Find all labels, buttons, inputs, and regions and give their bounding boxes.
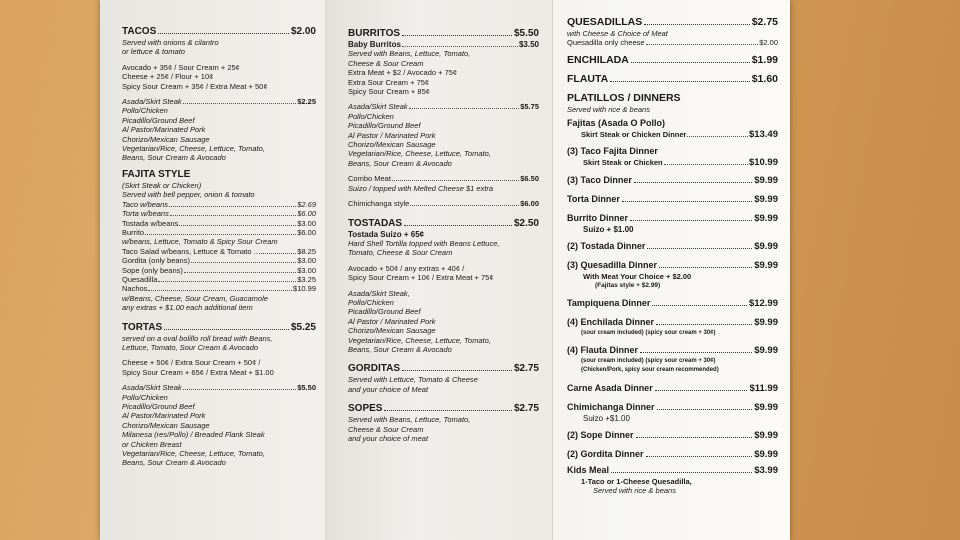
menu-item-name: Chimichanga Dinner <box>567 401 655 412</box>
menu-item-price: $12.99 <box>748 297 778 309</box>
menu-item-name: Quesadilla <box>122 274 158 284</box>
menu-item-name: Asada/Skirt Steak <box>122 97 182 107</box>
extras-line: Extra Meat + $2 / Avocado + 75¢ <box>348 68 458 78</box>
menu-item-price: $6.00 <box>520 199 539 209</box>
desc-line: Served with Beans, Lettuce, Tomato, <box>348 415 471 425</box>
menu-item-name: Carne Asada Dinner <box>567 382 653 393</box>
desc-line: with Cheese & Choice of Meat <box>567 29 668 38</box>
menu-item-name: Sope (only beans) <box>122 265 183 275</box>
desc-line: Served with rice & beans <box>567 104 650 114</box>
desc-line: Lettuce, Tomato, Sour Cream & Avocado <box>122 342 259 352</box>
meat-line: Pollo/Chicken <box>348 111 394 121</box>
menu-item-name: Torta w/beans <box>122 209 169 219</box>
menu-item-name: Tampiquena Dinner <box>567 297 651 308</box>
section-price: $5.50 <box>513 28 539 39</box>
item-note: 1-Taco or 1-Cheese Quesadilla, <box>581 476 692 486</box>
menu-item-price: $2.69 <box>297 199 316 209</box>
meat-line: Al Pastor / Marinated Pork <box>348 316 436 326</box>
item-note: Suizo +$1.00 <box>583 413 630 423</box>
meat-line: Milanesa (res/Pollo) / Breaded Flank Steak <box>122 430 265 440</box>
meat-line: Al Pastor/Marinated Pork <box>122 125 206 135</box>
desc-line: Served with onions & cilantro <box>122 38 219 47</box>
item-note: w/Beans, Cheese, Sour Cream, Guacamole <box>122 293 268 303</box>
section-burritos <box>348 28 539 209</box>
menu-item-price: $3.99 <box>754 464 778 476</box>
menu-item-price: $5.50 <box>297 383 316 393</box>
menu-item-price: $5.75 <box>520 102 539 112</box>
menu-item-name: Fajitas (Asada O Pollo) <box>567 118 666 128</box>
section-price: $2.75 <box>751 16 778 28</box>
item-note: With Meat Your Choice + $2.00 <box>583 272 692 282</box>
menu-item-name: Skirt Steak or Chicken Dinner <box>581 130 687 139</box>
menu-item-name: Skirt Steak or Chicken <box>583 158 663 168</box>
section-title: TACOS <box>122 26 157 37</box>
menu-item-price: $13.49 <box>748 129 778 140</box>
menu-item-price: $2.25 <box>297 97 316 107</box>
section-sopes <box>348 403 539 443</box>
desc-line: Served with bell pepper, onion & tomato <box>122 190 255 200</box>
section-title: PLATILLOS / DINNERS <box>567 91 681 104</box>
menu-item-name: (3) Quesadilla Dinner <box>567 260 658 271</box>
menu-item-name: (2) Gordita Dinner <box>567 448 644 459</box>
menu-item-price: $3.50 <box>518 40 539 49</box>
menu-item-price: $3.00 <box>297 218 316 228</box>
section-title: QUESADILLAS <box>567 16 643 28</box>
extras-line: Spicy Sour Cream + 85¢ <box>348 87 430 97</box>
menu-item-price: $11.99 <box>749 382 778 394</box>
extras-line: Avocado + 50¢ / any extras + 40¢ / <box>348 263 465 273</box>
section-title: TORTAS <box>122 321 163 333</box>
section-title: FLAUTA <box>567 72 609 85</box>
desc-line: or lettuce & tomato <box>122 47 185 57</box>
section-tacos <box>122 26 316 163</box>
menu-item-price: $8.25 <box>297 246 316 256</box>
meat-line: Asada/Skirt Steak, <box>348 288 410 298</box>
menu-item-price: $3.25 <box>297 274 316 284</box>
section-fajita-style <box>122 169 316 313</box>
menu-item-price: $6.50 <box>520 174 539 184</box>
section-price: $2.50 <box>513 217 539 229</box>
desc-line: and your choice of Meat <box>348 384 429 394</box>
menu-item-name: Kids Meal <box>567 464 610 475</box>
menu-item-price: $3.00 <box>297 265 316 275</box>
desc-line: Served with Beans, Lettuce, Tomato, <box>348 49 471 59</box>
menu-panel-right <box>553 0 790 540</box>
section-price: $5.25 <box>290 321 316 333</box>
section-title: BURRITOS <box>348 28 401 39</box>
meat-line: Chorizo/Mexican Sausage <box>122 420 210 430</box>
menu-item-name: Chimichanga style <box>348 199 410 209</box>
section-gorditas <box>348 363 539 394</box>
menu-item-name: Torta Dinner <box>567 193 620 204</box>
extras-line: Spicy Sour Cream + 35¢ / Extra Meat + 50¢ <box>122 81 268 91</box>
menu-item-name: Burrito Dinner <box>567 212 629 223</box>
meat-line: Picadillo/Ground Beef <box>122 402 195 411</box>
extras-line: Extra Sour Cream + 75¢ <box>348 77 430 87</box>
section-price: $2.75 <box>513 403 539 415</box>
section-title: FAJITA STYLE <box>122 168 191 180</box>
menu-item-price: $9.99 <box>754 212 778 224</box>
menu-item-price: $9.99 <box>754 241 778 253</box>
menu-panel-left <box>100 0 326 540</box>
desc-line: Served with Lettuce, Tomato & Cheese <box>348 375 478 385</box>
menu-item-name: (4) Enchilada Dinner <box>567 316 655 327</box>
extras-line: Cheese + 25¢ / Flour + 10¢ <box>122 72 214 82</box>
menu-item-price: $9.99 <box>754 260 778 272</box>
menu-item-price: $6.00 <box>297 209 316 219</box>
desc-line: Hard Shell Tortilla topped with Beans Lettuce, <box>348 238 500 248</box>
menu-panel-middle <box>326 0 553 540</box>
meat-line: Vegetarian/Rice, Cheese, Lettuce, Tomato, <box>122 449 265 459</box>
section-title: GORDITAS <box>348 363 401 375</box>
item-note: (Fajitas style + $2.99) <box>595 282 661 290</box>
desc-line: Cheese & Sour Cream <box>348 424 424 434</box>
meat-line: Picadillo/Ground Beef <box>122 115 195 125</box>
menu-item-price: $9.99 <box>754 174 778 186</box>
meat-line: Pollo/Chicken <box>348 297 394 307</box>
menu-item-name: Nachos <box>122 284 148 294</box>
meat-line: Al Pastor/Marinated Pork <box>122 411 206 421</box>
meat-line: Al Pastor / Marinated Pork <box>348 130 436 140</box>
section-price: $1.99 <box>751 53 778 66</box>
section-title: SOPES <box>348 403 383 415</box>
menu-item-name: Asada/Skirt Steak <box>348 102 408 112</box>
menu-item-price: $9.99 <box>754 345 778 356</box>
desc-line: Cheese & Sour Cream <box>348 58 424 68</box>
menu-item-name: (4) Flauta Dinner <box>567 345 639 355</box>
item-note: (sour cream included) (spicy sour cream + 30¢) <box>581 329 716 336</box>
item-note: any extras + $1.00 each additional item <box>122 303 253 313</box>
menu-item-price: $3.00 <box>297 256 316 266</box>
menu-item-price: $9.99 <box>754 448 778 460</box>
menu-item-name: Burrito <box>122 227 145 237</box>
desc-line: served on a oval bolillo roll bread with Beans, <box>122 333 273 343</box>
menu-item-name: (3) Taco Fajita Dinner <box>567 146 658 157</box>
menu-item-name: (2) Sope Dinner <box>567 429 634 440</box>
menu-item-name: Combo Meat <box>348 174 391 184</box>
section-price: $2.75 <box>513 363 539 375</box>
meat-line: Beans, Sour Cream & Avocado <box>348 344 452 354</box>
menu-item-name: (2) Tostada Dinner <box>567 241 646 252</box>
meat-line: Beans, Sour Cream & Avocado <box>122 458 226 468</box>
meat-line: or Chicken Breast <box>122 439 182 449</box>
menu-item-name: Baby Burritos <box>348 40 401 49</box>
menu-item-name: Quesadilla only cheese <box>567 38 645 48</box>
section-title: ENCHILADA <box>567 53 629 66</box>
menu-item-price: $9.99 <box>754 401 778 413</box>
item-note: Served with rice & beans <box>593 486 676 496</box>
item-note: (Chicken/Pork, spicy sour cream recommended) <box>581 367 719 374</box>
section-tostadas <box>348 218 539 355</box>
menu-item-name: Taco Salad w/beans, Lettuce & Tomato .. <box>122 246 258 256</box>
extras-line: Avocado + 35¢ / Sour Cream + 25¢ <box>122 62 240 72</box>
extras-line: Spicy Sour Cream + 10¢ / Extra Meat + 75¢ <box>348 273 494 283</box>
menu-item-name: Tostada w/beans <box>122 218 179 228</box>
menu-item-price: $2.00 <box>759 38 778 48</box>
menu-item-name: Asada/Skirt Steak <box>122 383 182 393</box>
section-price: $2.00 <box>290 26 316 37</box>
item-note: w/beans, Lettuce, Tomato & Spicy Sour Cream <box>122 237 278 247</box>
meat-line: Vegetarian/Rice, Cheese, Lettuce, Tomato, <box>122 144 265 154</box>
section-tortas <box>122 322 316 468</box>
extras-line: Spicy Sour Cream + 65¢ / Extra Meat + $1.00 <box>122 367 274 377</box>
desc-line: (Skirt Steak or Chicken) <box>122 180 202 190</box>
item-note: (sour cream included) (spicy sour cream + 30¢) <box>581 358 716 364</box>
meat-line: Picadillo/Ground Beef <box>348 307 421 317</box>
meat-line: Beans, Sour Cream & Avocado <box>122 153 226 163</box>
menu-brochure <box>100 0 790 540</box>
item-note: Tostada Suizo + 65¢ <box>348 229 425 239</box>
menu-item-price: $10.99 <box>748 157 778 169</box>
menu-item-price: $9.99 <box>754 429 778 441</box>
desc-line: and your choice of meat <box>348 434 429 443</box>
menu-item-name: (3) Taco Dinner <box>567 174 632 185</box>
menu-item-name: Taco w/beans <box>122 199 169 209</box>
meat-line: Pollo/Chicken <box>122 392 168 402</box>
meat-line: Chorizo/Mexican Sausage <box>122 134 210 144</box>
item-note: Suizo / topped with Melted Cheese $1 extra <box>348 183 494 193</box>
meat-line: Vegetarian/Rice, Cheese, Lettuce, Tomato, <box>348 335 491 345</box>
menu-item-price: $10.99 <box>293 284 316 294</box>
extras-line: Cheese + 50¢ / Extra Sour Cream + 50¢ / <box>122 358 261 368</box>
meat-line: Pollo/Chicken <box>122 106 168 116</box>
section-price: $1.60 <box>751 72 778 85</box>
meat-line: Chorizo/Mexican Sausage <box>348 140 436 150</box>
menu-item-price: $9.99 <box>754 193 778 205</box>
meat-line: Beans, Sour Cream & Avocado <box>348 158 452 168</box>
meat-line: Chorizo/Mexican Sausage <box>348 326 436 336</box>
meat-line: Vegetarian/Rice, Cheese, Lettuce, Tomato, <box>348 149 491 159</box>
item-note: Suizo + $1.00 <box>583 224 634 234</box>
menu-item-price: $9.99 <box>754 316 778 328</box>
section-title: TOSTADAS <box>348 217 403 229</box>
menu-item-price: $6.00 <box>297 227 316 237</box>
menu-item-name: Gordita (only beans) <box>122 256 190 266</box>
meat-line: Picadillo/Ground Beef <box>348 121 421 131</box>
desc-line: Tomato, Cheese & Sour Cream <box>348 248 453 258</box>
